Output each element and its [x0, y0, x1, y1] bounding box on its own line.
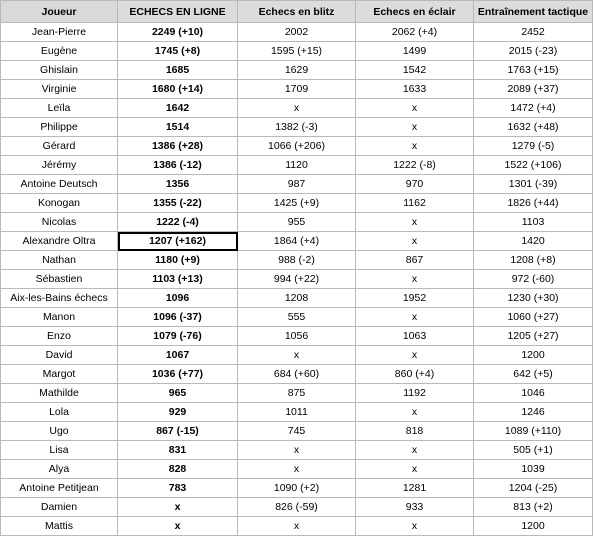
cell-tactics-training[interactable]: 1204 (-25)	[474, 479, 593, 498]
cell-player-name[interactable]: Philippe	[1, 118, 118, 137]
cell-blitz-chess[interactable]: x	[238, 460, 356, 479]
cell-player-name[interactable]: Eugène	[1, 42, 118, 61]
cell-tactics-training[interactable]: 1200	[474, 346, 593, 365]
cell-lightning-chess[interactable]: x	[356, 118, 474, 137]
cell-player-name[interactable]: Virginie	[1, 80, 118, 99]
header-row	[1, 1, 593, 23]
table-row	[1, 99, 593, 118]
cell-online-chess[interactable]: 828	[118, 460, 238, 479]
cell-online-chess[interactable]: 1067	[118, 346, 238, 365]
cell-lightning-chess[interactable]: x	[356, 99, 474, 118]
cell-blitz-chess[interactable]: 1208	[238, 289, 356, 308]
cell-blitz-chess[interactable]: 1120	[238, 156, 356, 175]
cell-player-name[interactable]: Margot	[1, 365, 118, 384]
table-row	[1, 441, 593, 460]
cell-player-name[interactable]: Nicolas	[1, 213, 118, 232]
cell-lightning-chess[interactable]: x	[356, 346, 474, 365]
table-row	[1, 479, 593, 498]
cell-player-name[interactable]: Jean-Pierre	[1, 23, 118, 42]
table-row	[1, 118, 593, 137]
table-row	[1, 156, 593, 175]
cell-blitz-chess[interactable]: 1629	[238, 61, 356, 80]
cell-tactics-training[interactable]: 1301 (-39)	[474, 175, 593, 194]
cell-tactics-training[interactable]: 642 (+5)	[474, 365, 593, 384]
cell-online-chess[interactable]: 1356	[118, 175, 238, 194]
cell-blitz-chess[interactable]: 1425 (+9)	[238, 194, 356, 213]
table-row	[1, 251, 593, 270]
cell-online-chess[interactable]: 1642	[118, 99, 238, 118]
cell-tactics-training[interactable]: 813 (+2)	[474, 498, 593, 517]
cell-lightning-chess[interactable]: 1633	[356, 80, 474, 99]
table-row	[1, 194, 593, 213]
cell-player-name[interactable]: Enzo	[1, 327, 118, 346]
cell-blitz-chess[interactable]: x	[238, 346, 356, 365]
cell-lightning-chess[interactable]: x	[356, 232, 474, 251]
table-row	[1, 23, 593, 42]
cell-lightning-chess[interactable]: 1499	[356, 42, 474, 61]
table-row	[1, 422, 593, 441]
cell-blitz-chess[interactable]: 1709	[238, 80, 356, 99]
cell-player-name[interactable]: Ghislain	[1, 61, 118, 80]
cell-blitz-chess[interactable]: x	[238, 517, 356, 536]
table-row	[1, 365, 593, 384]
cell-lightning-chess[interactable]: x	[356, 460, 474, 479]
cell-player-name[interactable]: David	[1, 346, 118, 365]
cell-player-name[interactable]: Lola	[1, 403, 118, 422]
cell-blitz-chess[interactable]: 1864 (+4)	[238, 232, 356, 251]
cell-lightning-chess[interactable]: 970	[356, 175, 474, 194]
cell-online-chess[interactable]: x	[118, 498, 238, 517]
cell-player-name[interactable]: Gérard	[1, 137, 118, 156]
cell-blitz-chess[interactable]: 1011	[238, 403, 356, 422]
cell-blitz-chess[interactable]: 994 (+22)	[238, 270, 356, 289]
cell-lightning-chess[interactable]: x	[356, 137, 474, 156]
cell-online-chess[interactable]: 1355 (-22)	[118, 194, 238, 213]
cell-lightning-chess[interactable]: 860 (+4)	[356, 365, 474, 384]
cell-blitz-chess[interactable]: 2002	[238, 23, 356, 42]
cell-player-name[interactable]: Ugo	[1, 422, 118, 441]
cell-player-name[interactable]: Damien	[1, 498, 118, 517]
cell-online-chess[interactable]: 1386 (+28)	[118, 137, 238, 156]
cell-tactics-training[interactable]: 1230 (+30)	[474, 289, 593, 308]
cell-lightning-chess[interactable]: 1952	[356, 289, 474, 308]
cell-online-chess[interactable]: 867 (-15)	[118, 422, 238, 441]
cell-blitz-chess[interactable]: 1090 (+2)	[238, 479, 356, 498]
cell-lightning-chess[interactable]: 933	[356, 498, 474, 517]
cell-tactics-training[interactable]: 1205 (+27)	[474, 327, 593, 346]
cell-blitz-chess[interactable]: 987	[238, 175, 356, 194]
cell-lightning-chess[interactable]: 818	[356, 422, 474, 441]
cell-player-name[interactable]: Alexandre Oltra	[1, 232, 118, 251]
cell-online-chess[interactable]: 1685	[118, 61, 238, 80]
table-row	[1, 327, 593, 346]
cell-player-name[interactable]: Sébastien	[1, 270, 118, 289]
cell-player-name[interactable]: Mattis	[1, 517, 118, 536]
cell-lightning-chess[interactable]: x	[356, 213, 474, 232]
cell-tactics-training[interactable]: 1246	[474, 403, 593, 422]
header-tactics-training[interactable]: Entraînement tactique	[474, 1, 593, 23]
header-blitz-chess[interactable]: Echecs en blitz	[238, 1, 356, 23]
cell-blitz-chess[interactable]: 1056	[238, 327, 356, 346]
cell-blitz-chess[interactable]: 875	[238, 384, 356, 403]
cell-player-name[interactable]: Antoine Petitjean	[1, 479, 118, 498]
cell-blitz-chess[interactable]: 988 (-2)	[238, 251, 356, 270]
cell-tactics-training[interactable]: 1763 (+15)	[474, 61, 593, 80]
table-row	[1, 42, 593, 61]
cell-blitz-chess[interactable]: 955	[238, 213, 356, 232]
cell-online-chess[interactable]: 1103 (+13)	[118, 270, 238, 289]
table-row	[1, 346, 593, 365]
cell-online-chess[interactable]: 1207 (+162)	[118, 232, 238, 251]
cell-tactics-training[interactable]: 1046	[474, 384, 593, 403]
cell-online-chess[interactable]: 1180 (+9)	[118, 251, 238, 270]
cell-online-chess[interactable]: 1514	[118, 118, 238, 137]
cell-player-name[interactable]: Leïla	[1, 99, 118, 118]
cell-tactics-training[interactable]: 2452	[474, 23, 593, 42]
cell-lightning-chess[interactable]: x	[356, 403, 474, 422]
cell-lightning-chess[interactable]: x	[356, 270, 474, 289]
cell-tactics-training[interactable]: 1060 (+27)	[474, 308, 593, 327]
cell-player-name[interactable]: Mathilde	[1, 384, 118, 403]
cell-lightning-chess[interactable]: 1222 (-8)	[356, 156, 474, 175]
table-row	[1, 308, 593, 327]
cell-tactics-training[interactable]: 1826 (+44)	[474, 194, 593, 213]
cell-online-chess[interactable]: 831	[118, 441, 238, 460]
table-row	[1, 137, 593, 156]
table-body	[1, 23, 593, 536]
cell-lightning-chess[interactable]: x	[356, 517, 474, 536]
cell-blitz-chess[interactable]: x	[238, 99, 356, 118]
cell-player-name[interactable]: Jérémy	[1, 156, 118, 175]
cell-blitz-chess[interactable]: 1595 (+15)	[238, 42, 356, 61]
cell-online-chess[interactable]: 1745 (+8)	[118, 42, 238, 61]
cell-tactics-training[interactable]: 1632 (+48)	[474, 118, 593, 137]
cell-player-name[interactable]: Manon	[1, 308, 118, 327]
cell-tactics-training[interactable]: 1279 (-5)	[474, 137, 593, 156]
table-row	[1, 175, 593, 194]
cell-lightning-chess[interactable]: 2062 (+4)	[356, 23, 474, 42]
table-row	[1, 384, 593, 403]
header-player[interactable]: Joueur	[1, 1, 118, 23]
cell-online-chess[interactable]: 1222 (-4)	[118, 213, 238, 232]
cell-tactics-training[interactable]: 1200	[474, 517, 593, 536]
cell-lightning-chess[interactable]: 867	[356, 251, 474, 270]
cell-lightning-chess[interactable]: 1063	[356, 327, 474, 346]
cell-online-chess[interactable]: 1096 (-37)	[118, 308, 238, 327]
cell-player-name[interactable]: Alya	[1, 460, 118, 479]
cell-tactics-training[interactable]: 1208 (+8)	[474, 251, 593, 270]
cell-online-chess[interactable]: x	[118, 517, 238, 536]
cell-blitz-chess[interactable]: 1066 (+206)	[238, 137, 356, 156]
table-header	[1, 1, 593, 23]
table-row	[1, 232, 593, 251]
table-row	[1, 270, 593, 289]
cell-online-chess[interactable]: 1386 (-12)	[118, 156, 238, 175]
cell-tactics-training[interactable]: 2089 (+37)	[474, 80, 593, 99]
cell-tactics-training[interactable]: 1039	[474, 460, 593, 479]
cell-player-name[interactable]: Lisa	[1, 441, 118, 460]
cell-online-chess[interactable]: 2249 (+10)	[118, 23, 238, 42]
cell-lightning-chess[interactable]: x	[356, 308, 474, 327]
cell-tactics-training[interactable]: 972 (-60)	[474, 270, 593, 289]
cell-online-chess[interactable]: 783	[118, 479, 238, 498]
cell-blitz-chess[interactable]: 1382 (-3)	[238, 118, 356, 137]
cell-online-chess[interactable]: 965	[118, 384, 238, 403]
cell-online-chess[interactable]: 1096	[118, 289, 238, 308]
cell-lightning-chess[interactable]: 1192	[356, 384, 474, 403]
cell-tactics-training[interactable]: 2015 (-23)	[474, 42, 593, 61]
cell-player-name[interactable]: Antoine Deutsch	[1, 175, 118, 194]
cell-blitz-chess[interactable]: 555	[238, 308, 356, 327]
table-row	[1, 80, 593, 99]
table-row	[1, 213, 593, 232]
table-row	[1, 403, 593, 422]
cell-lightning-chess[interactable]: x	[356, 441, 474, 460]
cell-lightning-chess[interactable]: 1162	[356, 194, 474, 213]
cell-blitz-chess[interactable]: 684 (+60)	[238, 365, 356, 384]
cell-blitz-chess[interactable]: 826 (-59)	[238, 498, 356, 517]
cell-online-chess[interactable]: 1036 (+77)	[118, 365, 238, 384]
cell-tactics-training[interactable]: 1472 (+4)	[474, 99, 593, 118]
cell-tactics-training[interactable]: 505 (+1)	[474, 441, 593, 460]
cell-blitz-chess[interactable]: 745	[238, 422, 356, 441]
cell-lightning-chess[interactable]: 1281	[356, 479, 474, 498]
cell-blitz-chess[interactable]: x	[238, 441, 356, 460]
cell-tactics-training[interactable]: 1103	[474, 213, 593, 232]
table-row	[1, 289, 593, 308]
cell-player-name[interactable]: Nathan	[1, 251, 118, 270]
table-row	[1, 61, 593, 80]
header-online-chess[interactable]: ECHECS EN LIGNE	[118, 1, 238, 23]
cell-online-chess[interactable]: 1680 (+14)	[118, 80, 238, 99]
table-row	[1, 498, 593, 517]
cell-online-chess[interactable]: 929	[118, 403, 238, 422]
cell-player-name[interactable]: Aix-les-Bains échecs	[1, 289, 118, 308]
cell-online-chess[interactable]: 1079 (-76)	[118, 327, 238, 346]
table-row	[1, 460, 593, 479]
cell-tactics-training[interactable]: 1089 (+110)	[474, 422, 593, 441]
cell-player-name[interactable]: Konogan	[1, 194, 118, 213]
cell-lightning-chess[interactable]: 1542	[356, 61, 474, 80]
cell-tactics-training[interactable]: 1522 (+106)	[474, 156, 593, 175]
header-lightning-chess[interactable]: Echecs en éclair	[356, 1, 474, 23]
table-row	[1, 517, 593, 536]
cell-tactics-training[interactable]: 1420	[474, 232, 593, 251]
